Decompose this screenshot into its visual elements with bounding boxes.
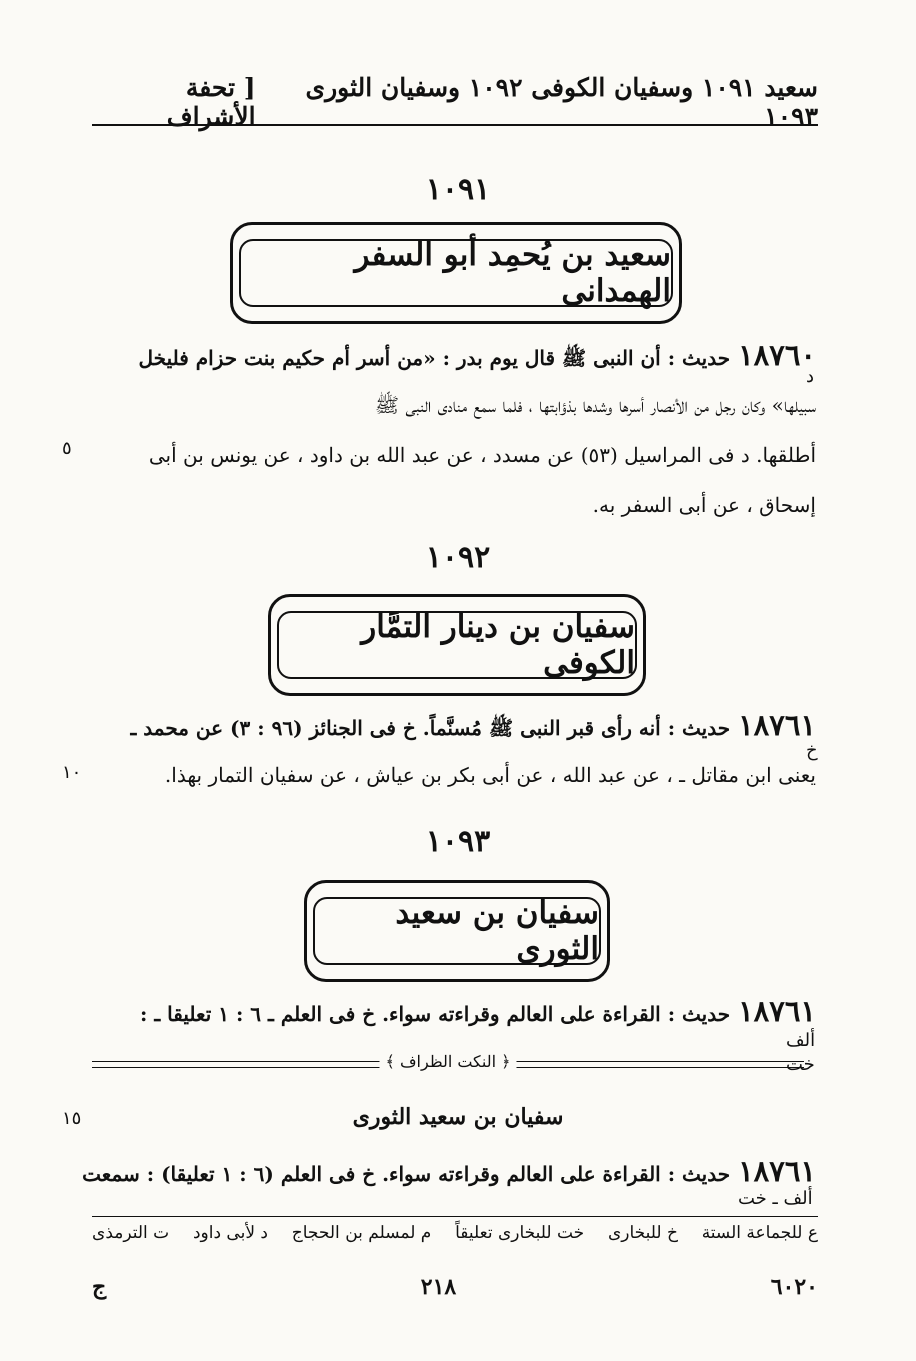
hadith-18761-b	[126, 986, 816, 1036]
hadith-text: حديث : القراءة على العالم وقراءته سواء. خ فى العلم (٦ : ١ تعليقا) : سمعت	[82, 1162, 731, 1186]
divider-label: ﴿ النكت الظراف ﴾	[379, 1052, 516, 1071]
narrator-title: سعيد بن يُحمِد أبو السفر الهمدانى	[239, 239, 673, 307]
hadith-18760	[126, 330, 816, 530]
source-code: خ	[806, 740, 818, 761]
hadith-line	[126, 330, 816, 380]
hadith-number: ١٨٧٦١	[738, 1154, 816, 1188]
header-title: سعيد ١٠٩١ وسفيان الكوفى ١٠٩٢ وسفيان الثورى ١٠٩٣	[305, 73, 818, 131]
hadith-line: إسحاق ، عن أبى السفر به.	[592, 493, 816, 517]
page-footer	[92, 1274, 818, 1300]
source-code: د	[806, 366, 815, 387]
narrator-title-box	[304, 880, 610, 982]
hadith-line	[126, 986, 816, 1036]
hadith-line	[126, 700, 816, 750]
line-number: ١٠	[62, 762, 82, 783]
volume-mark: ج	[92, 1274, 107, 1300]
abbr-item: د لأبى داود	[192, 1223, 269, 1243]
narrator-title-box	[268, 594, 646, 696]
section-number: ١٠٩١	[425, 172, 491, 207]
narrator-title: سفيان بن دينار التمَّار الكوفى	[277, 611, 637, 679]
nukat-subhead: سفيان بن سعيد الثورى	[352, 1104, 564, 1130]
header-book-name: [ تحفة الأشراف	[166, 73, 256, 131]
hadith-line: أطلقها. د فى المراسيل (٥٣) عن مسدد ، عن عبد الله بن داود ، عن يونس بن أبى	[148, 443, 816, 467]
hadith-number: ١٨٧٦١	[738, 994, 816, 1028]
section-number: ١٠٩٣	[425, 824, 491, 859]
hadith-number: ١٨٧٦٠	[738, 338, 816, 372]
hadith-range: ٦٠٢٠	[770, 1274, 818, 1300]
hadith-text: حديث : أنه رأى قبر النبى ﷺ مُسنَّماً. خ فى الجنائز (٩٦ : ٣) عن محمد ـ	[130, 716, 731, 740]
page-number: ٢١٨	[420, 1274, 457, 1300]
source-code: خت	[786, 1054, 815, 1075]
abbreviations-key	[92, 1216, 818, 1243]
hadith-line: يعنى ابن مقاتل ـ ، عن عبد الله ، عن أبى بكر بن عياش ، عن سفيان التمار بهذا.	[164, 763, 816, 787]
abbr-item: ت الترمذى	[92, 1223, 170, 1243]
hadith-line	[82, 1146, 816, 1196]
hadith-number: ١٨٧٦١	[738, 708, 816, 742]
line-number: ١٥	[62, 1108, 82, 1129]
abbr-item: م لمسلم بن الحجاج	[291, 1223, 432, 1243]
source-code: ألف ـ خت	[738, 1188, 813, 1209]
header-rule	[92, 124, 818, 126]
section-number: ١٠٩٢	[425, 540, 491, 575]
abbr-item: ع للجماعة الستة	[701, 1223, 818, 1243]
running-header	[92, 73, 818, 131]
hadith-text: حديث : القراءة على العالم وقراءته سواء. خ فى العلم ـ ٦ : ١ تعليقا ـ :	[140, 1002, 731, 1026]
abbr-item: خ للبخارى	[607, 1223, 678, 1243]
narrator-title: سفيان بن سعيد الثورى	[313, 897, 601, 965]
narrator-title-box	[230, 222, 682, 324]
nukat-hadith	[82, 1146, 816, 1196]
source-code: ألف	[786, 1030, 816, 1051]
line-number: ٥	[62, 438, 72, 459]
hadith-text: حديث : أن النبى ﷺ قال يوم بدر : «من أسر أم حكيم بنت حزام فليخل	[138, 346, 731, 370]
hadith-18761-a	[126, 700, 816, 800]
hadith-line: سبيلها» وكان رجل من الأنصار أسرها وشدها بذؤابتها ، فلما سمع منادى النبى ﷺ	[374, 393, 816, 417]
abbr-item: خت للبخارى تعليقاً	[455, 1223, 585, 1243]
